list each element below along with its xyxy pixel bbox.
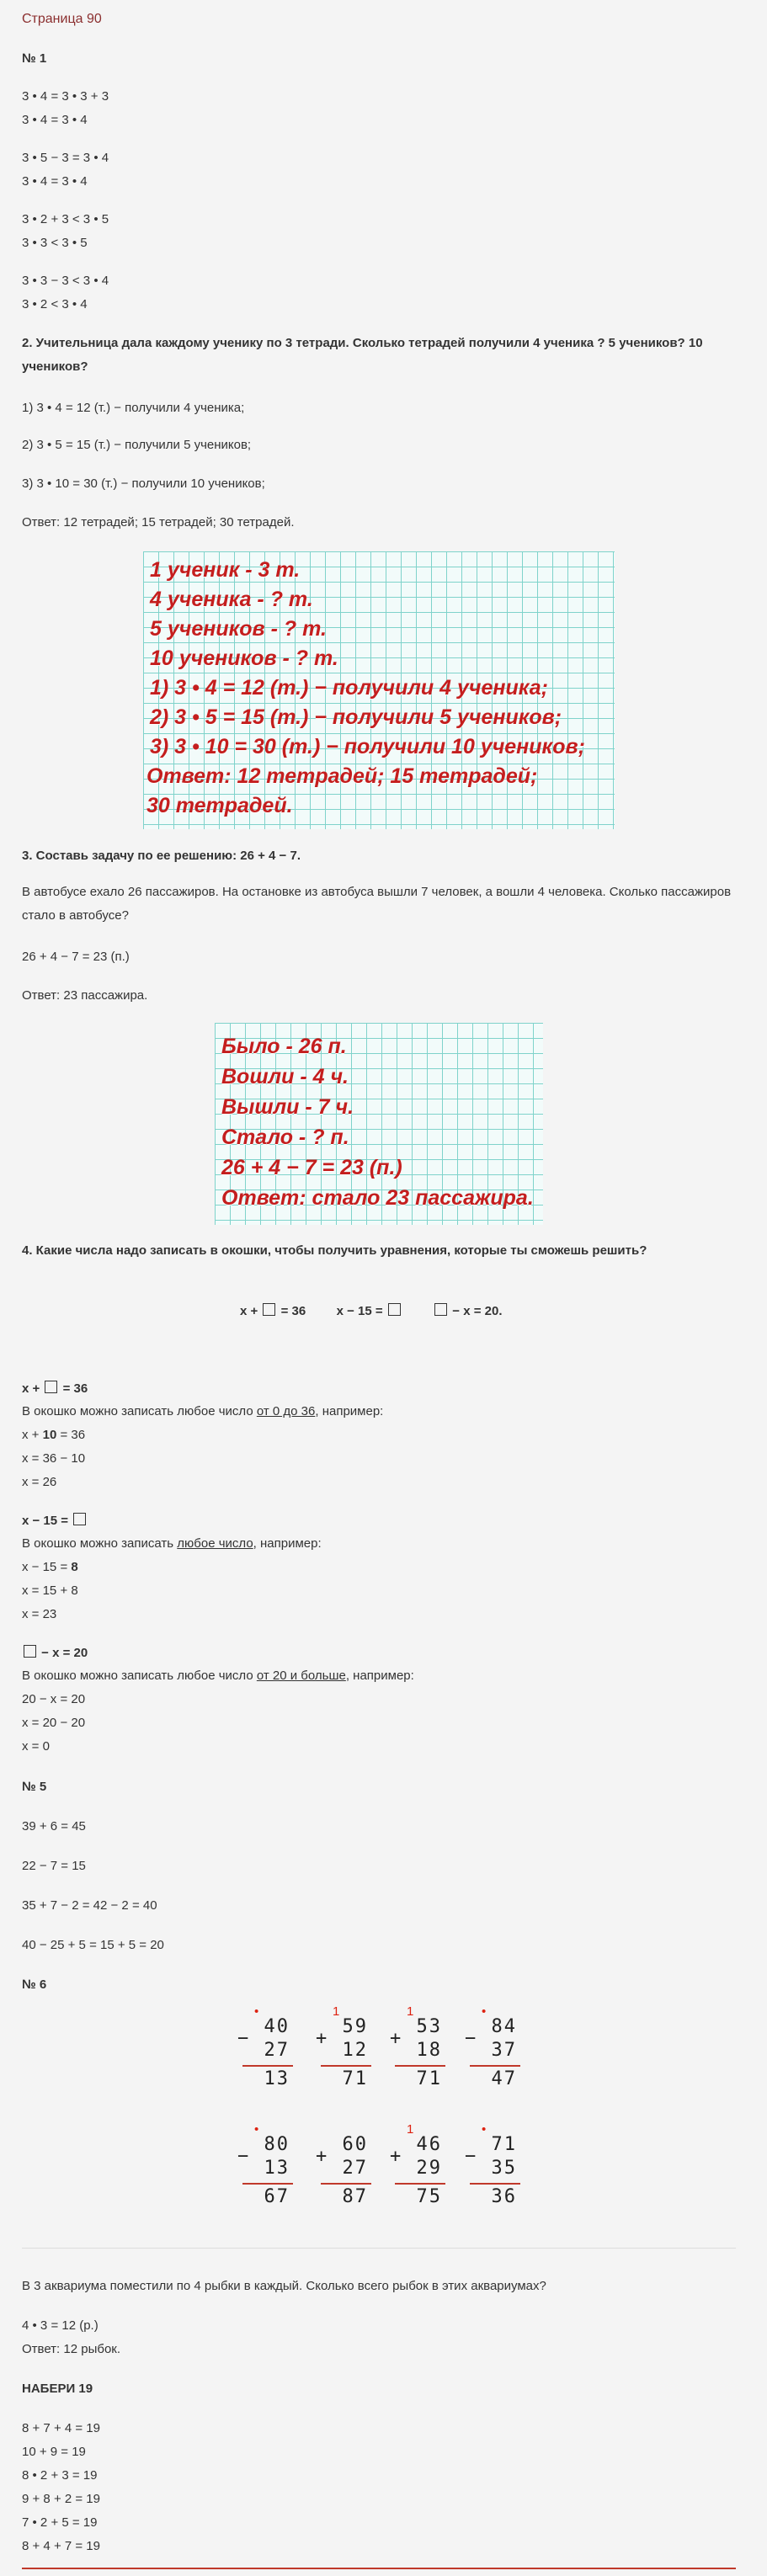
result: 36 [491,2186,517,2207]
result: 67 [264,2186,290,2207]
eq-text: x + [240,1304,262,1318]
column-calc [237,2004,293,2100]
notebook-line: 1 ученик - 3 т. [150,558,301,582]
notebook-line: Ответ: стало 23 пассажира. [221,1186,534,1210]
task8-line: 8 • 2 + 3 = 19 [22,2468,98,2483]
notebook-image [215,1023,543,1225]
text: любое число [177,1536,253,1551]
text: от 20 и больше [256,1669,346,1683]
task4-heading: 4. Какие числа надо записать в окошки, чтобы получить уравнения, которые ты сможешь решить? [22,1243,647,1258]
text: В окошко можно записать [22,1536,178,1551]
part1-line: x = 26 [22,1475,57,1489]
carry-mark: • [482,2122,487,2137]
blank-box [263,1303,275,1316]
task5-line: 22 − 7 = 15 [22,1859,86,1873]
text: x + [22,1428,43,1442]
result-line [242,2183,293,2185]
notebook-line: 10 учеников - ? т. [150,647,338,670]
task8-line: 8 + 7 + 4 = 19 [22,2421,100,2435]
task7-text: В 3 аквариума поместили по 4 рыбки в каждый. Сколько всего рыбок в этих аквариумах? [22,2279,546,2293]
part2-line: x = 23 [22,1607,57,1621]
result: 87 [342,2186,368,2207]
subtrahend: 29 [416,2158,442,2179]
task8-heading: НАБЕРИ 19 [22,2382,93,2396]
part3-heading [22,1645,88,1660]
footer-line [22,2568,736,2569]
minuend: 80 [264,2134,290,2155]
task1-line: 3 • 5 − 3 = 3 • 4 [22,151,109,165]
minuend: 71 [491,2134,517,2155]
subtrahend: 37 [491,2040,517,2061]
eq-text: x − 15 = [336,1304,386,1318]
task3-solution: 26 + 4 − 7 = 23 (п.) [22,950,130,964]
carry-mark: • [482,2004,487,2019]
eq-text: − x = 20. [449,1304,503,1318]
subtrahend: 27 [342,2158,368,2179]
task8-line: 7 • 2 + 5 = 19 [22,2515,98,2530]
task8-line: 9 + 8 + 2 = 19 [22,2492,100,2506]
text: от 0 до 36 [256,1404,316,1418]
notebook-line: 2) 3 • 5 = 15 (т.) − получили 5 учеников; [150,705,562,729]
subtrahend: 12 [342,2040,368,2061]
subtrahend: 27 [264,2040,290,2061]
task1-line: 3 • 2 + 3 < 3 • 5 [22,212,109,226]
task2-step: 3) 3 • 10 = 30 (т.) − получили 10 учеников; [22,476,265,491]
operator-sign: + [390,2146,402,2167]
result-line [395,2183,445,2185]
text: x − 15 = [22,1560,72,1574]
operator-sign: + [390,2028,402,2049]
column-calc [390,2122,445,2218]
text: x + [22,1381,44,1396]
text: , например: [315,1404,384,1418]
task5-line: 40 − 25 + 5 = 15 + 5 = 20 [22,1938,164,1952]
minuend: 59 [342,2016,368,2037]
task5-line: 35 + 7 − 2 = 42 − 2 = 40 [22,1898,157,1913]
result-line [242,2065,293,2067]
result-line [470,2065,520,2067]
result-line [395,2065,445,2067]
task7-answer: Ответ: 12 рыбок. [22,2342,121,2356]
task1-heading: № 1 [22,51,47,66]
eq-text: = 36 [277,1304,306,1318]
minuend: 46 [416,2134,442,2155]
part3-text [22,1669,414,1683]
task2-step: 2) 3 • 5 = 15 (т.) − получили 5 учеников; [22,438,252,452]
result-line [321,2065,371,2067]
part2-text [22,1536,322,1551]
task8-line: 10 + 9 = 19 [22,2445,86,2459]
task1-line: 3 • 3 − 3 < 3 • 4 [22,274,109,288]
part2-line: x = 15 + 8 [22,1583,78,1598]
text: = 36 [59,1381,88,1396]
task1-line: 3 • 4 = 3 • 4 [22,174,88,189]
minuend: 40 [264,2016,290,2037]
task1-line: 3 • 4 = 3 • 3 + 3 [22,89,109,104]
result: 13 [264,2068,290,2089]
blank-box [434,1303,447,1316]
part1-line: x = 36 − 10 [22,1451,86,1466]
result: 75 [416,2186,442,2207]
task3-answer: Ответ: 23 пассажира. [22,988,148,1003]
part2-line [22,1560,78,1574]
carry-mark: 1 [333,2004,340,2019]
notebook-line: Было - 26 п. [221,1035,347,1058]
notebook-line: Вышли - 7 ч. [221,1095,354,1119]
blank-box [45,1381,57,1393]
notebook-line: 1) 3 • 4 = 12 (т.) − получили 4 ученика; [150,676,548,700]
subtrahend: 35 [491,2158,517,2179]
column-calc [465,2122,520,2218]
carry-mark: • [254,2004,259,2019]
notebook-line: Стало - ? п. [221,1126,349,1149]
subtrahend: 18 [416,2040,442,2061]
carry-mark: • [254,2122,259,2137]
task1-line: 3 • 2 < 3 • 4 [22,297,88,311]
carry-mark: 1 [407,2004,414,2019]
divider [22,2248,736,2249]
task4-equations [240,1303,503,1318]
task7-solution: 4 • 3 = 12 (р.) [22,2318,99,2333]
task5-line: 39 + 6 = 45 [22,1819,86,1834]
subtrahend: 13 [264,2158,290,2179]
text: , например: [345,1669,414,1683]
operator-sign: + [316,2028,328,2049]
task2-answer: Ответ: 12 тетрадей; 15 тетрадей; 30 тетрадей. [22,515,295,530]
operator-sign: − [237,2028,249,2049]
text: 8 [71,1560,78,1574]
task1-line: 3 • 4 = 3 • 4 [22,113,88,127]
text: В окошко можно записать любое число [22,1669,257,1683]
minuend: 84 [491,2016,517,2037]
notebook-line: 4 ученика - ? т. [150,588,313,611]
column-calc [316,2134,371,2218]
part2-heading [22,1513,88,1528]
blank-box [24,1645,36,1658]
carry-mark: 1 [407,2122,414,2137]
column-calc [390,2004,445,2100]
column-calc [237,2122,293,2218]
result: 47 [491,2068,517,2089]
page-title: Страница 90 [22,12,102,26]
notebook-line: 26 + 4 − 7 = 23 (п.) [221,1156,402,1179]
part1-heading [22,1381,88,1396]
notebook-line: Ответ: 12 тетрадей; 15 тетрадей; [146,764,538,788]
blank-box [388,1303,401,1316]
task5-heading: № 5 [22,1780,47,1794]
result: 71 [416,2068,442,2089]
task2-step: 1) 3 • 4 = 12 (т.) − получили 4 ученика; [22,401,245,415]
operator-sign: − [465,2028,477,2049]
result-line [321,2183,371,2185]
operator-sign: − [237,2146,249,2167]
notebook-line: Вошли - 4 ч. [221,1065,349,1088]
notebook-line: 3) 3 • 10 = 30 (т.) − получили 10 учеников; [150,735,585,758]
part3-line: x = 20 − 20 [22,1716,86,1730]
minuend: 60 [342,2134,368,2155]
task8-line: 8 + 4 + 7 = 19 [22,2539,100,2553]
result-line [470,2183,520,2185]
task2-heading: 2. Учительница дала каждому ученику по 3 тетради. Сколько тетрадей получили 4 ученика ? 5 учеников? 10 учеников? [22,336,703,374]
part3-line: 20 − x = 20 [22,1692,86,1706]
task1-line: 3 • 3 < 3 • 5 [22,236,88,250]
result: 71 [342,2068,368,2089]
notebook-line: 30 тетрадей. [146,794,293,817]
column-calc [465,2004,520,2100]
part1-line [22,1428,85,1442]
operator-sign: + [316,2146,328,2167]
task3-heading: 3. Составь задачу по ее решению: 26 + 4 − 7. [22,849,301,863]
text: В окошко можно записать любое число [22,1404,257,1418]
text: x − 15 = [22,1514,72,1528]
task6-heading: № 6 [22,1977,47,1992]
text: = 36 [56,1428,86,1442]
text: − x = 20 [38,1646,88,1660]
text: 10 [42,1428,57,1442]
column-calc [316,2004,371,2100]
part3-line: x = 0 [22,1739,50,1754]
task3-text: В автобусе ехало 26 пассажиров. На остановке из автобуса вышли 7 человек, а вошли 4 человека. Сколько пассажиров стало в автобусе? [22,885,732,923]
minuend: 53 [416,2016,442,2037]
part1-text [22,1404,383,1418]
blank-box [73,1513,86,1525]
operator-sign: − [465,2146,477,2167]
text: , например: [253,1536,322,1551]
notebook-image [143,551,615,829]
notebook-line: 5 учеников - ? т. [150,617,327,641]
